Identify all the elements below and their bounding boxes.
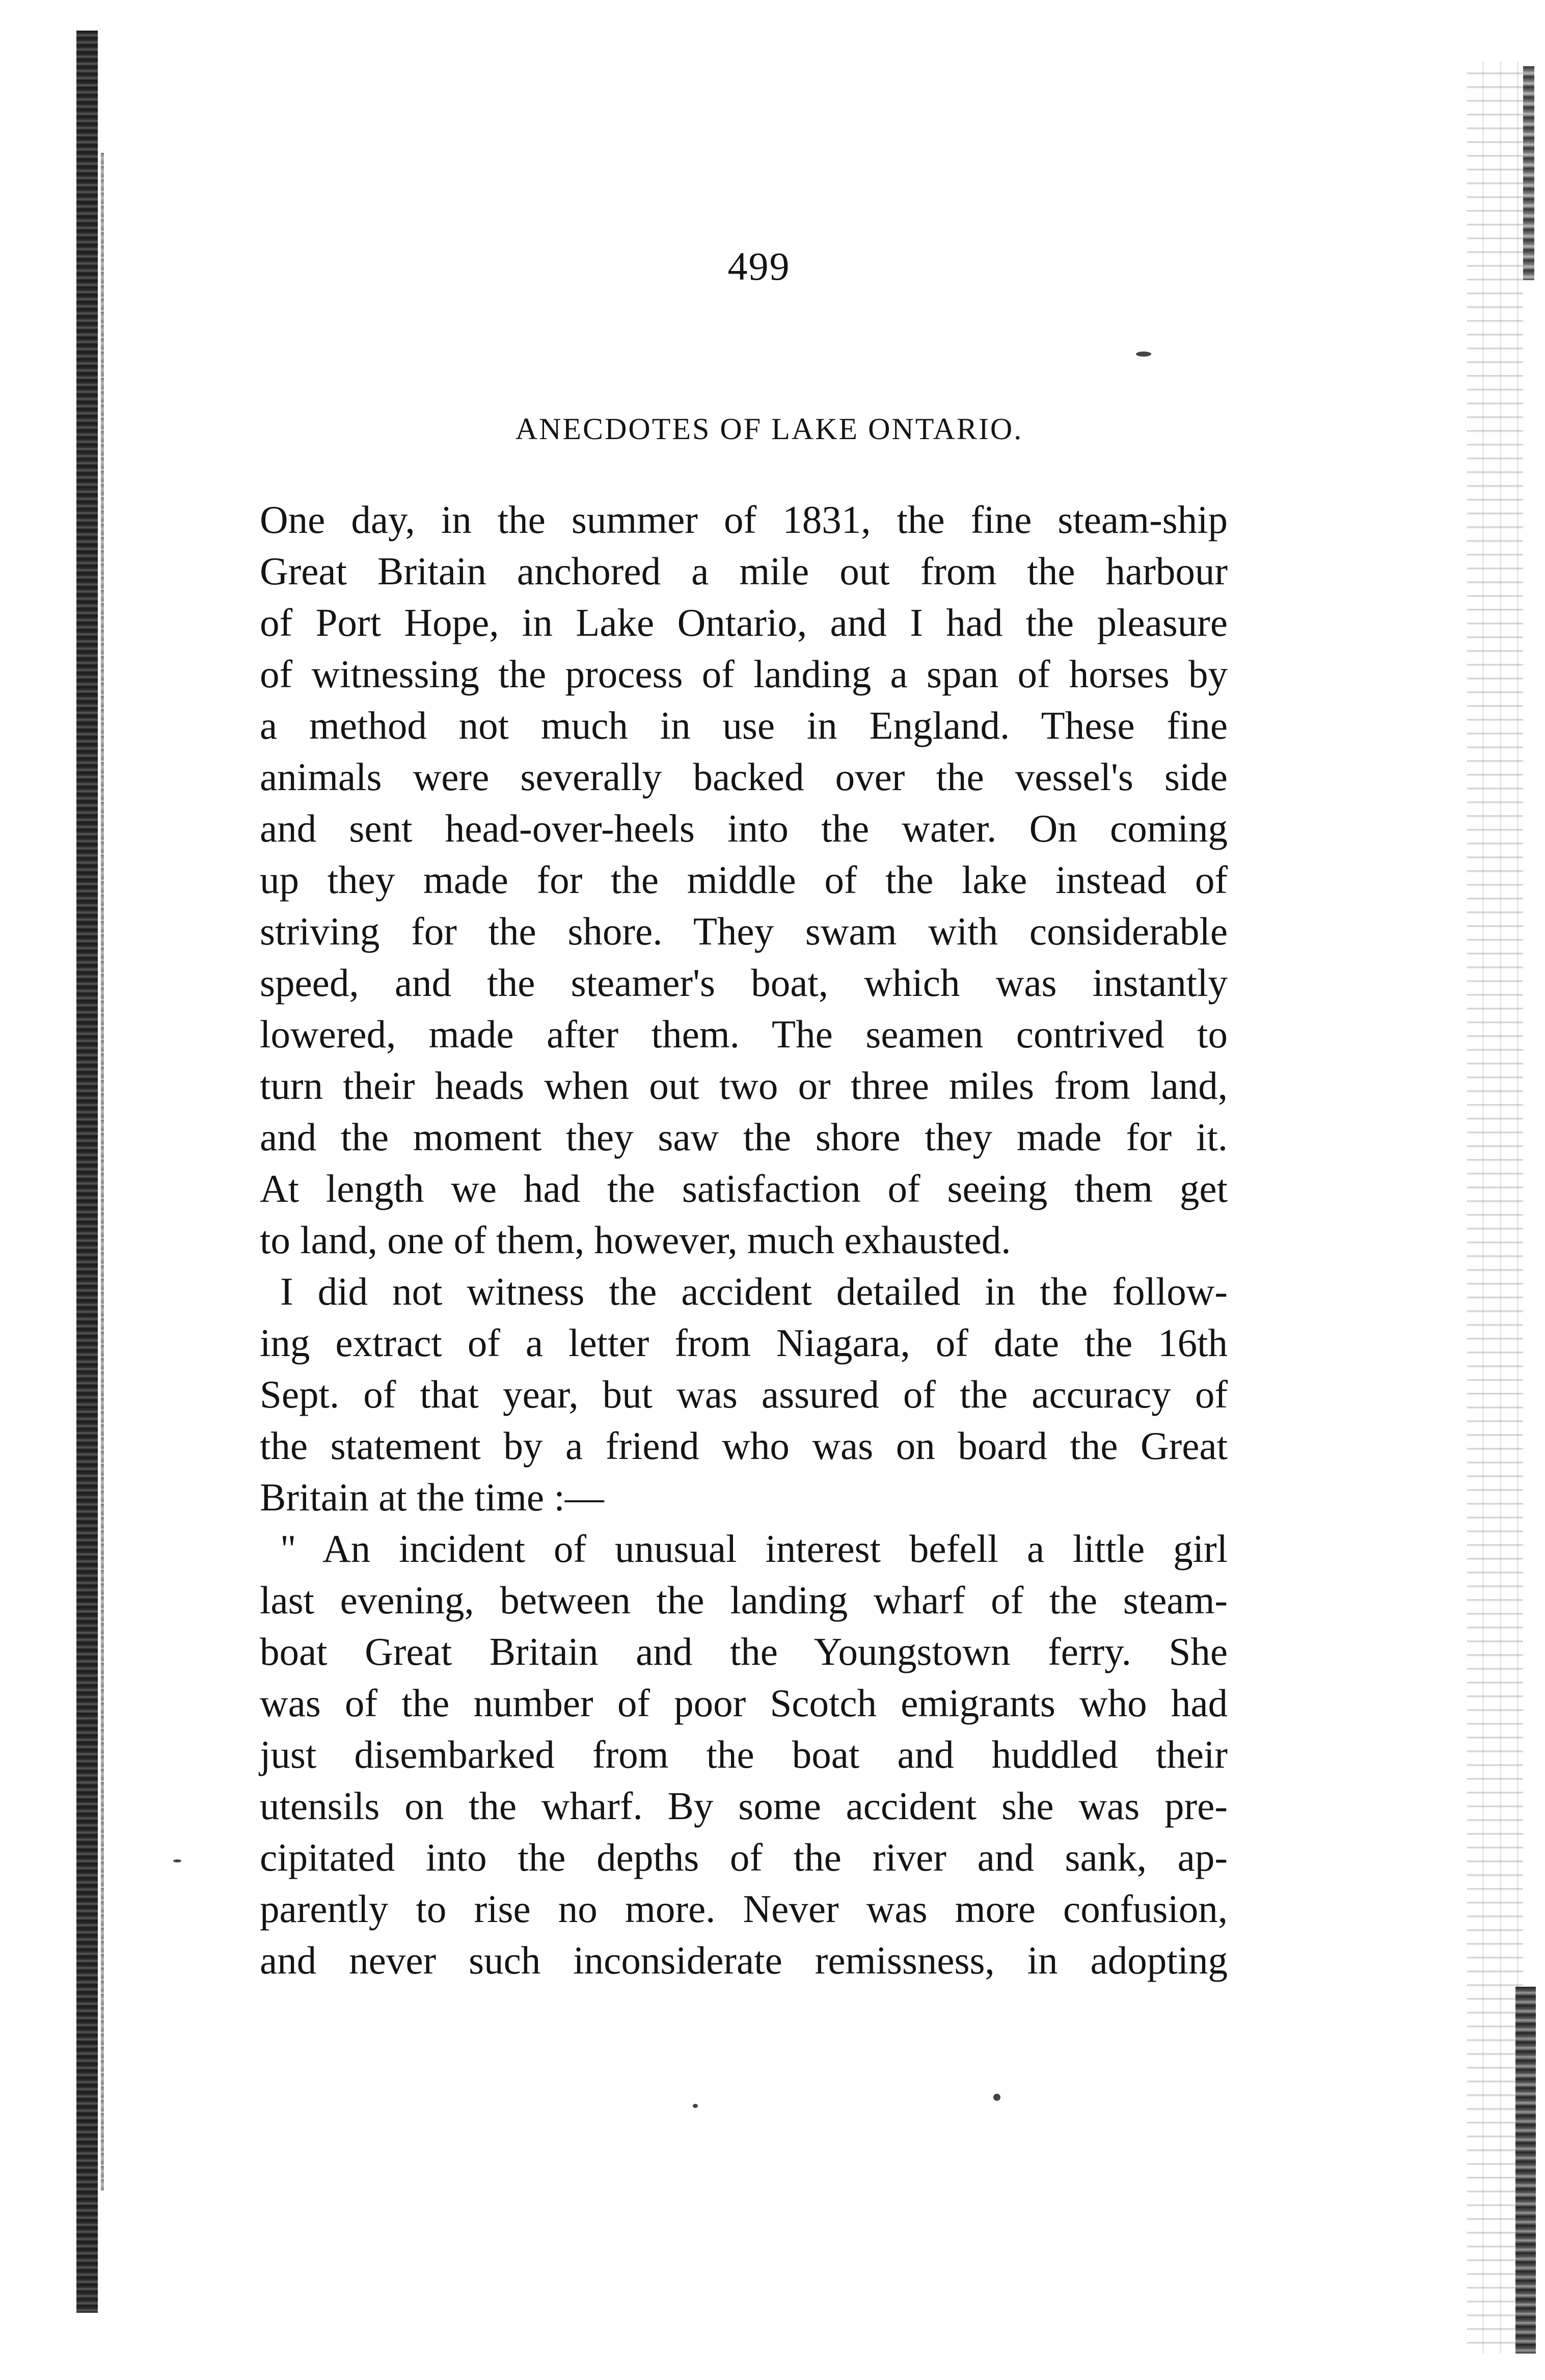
text-line: lowered, made after them. The seamen contrived to bbox=[260, 1012, 1228, 1056]
text-line: speed, and the steamer's boat, which was instantly bbox=[260, 961, 1228, 1005]
text-line: animals were severally backed over the vessel's side bbox=[260, 755, 1228, 799]
text-line: Great Britain anchored a mile out from the harbour bbox=[260, 549, 1228, 593]
binding-edge-left bbox=[76, 31, 98, 2313]
text-line: up they made for the middle of the lake instead of bbox=[260, 858, 1228, 902]
text-line: and sent head-over-heels into the water. On coming bbox=[260, 806, 1228, 850]
text-line: Britain at the time :— bbox=[260, 1475, 604, 1519]
scan-speck bbox=[1136, 351, 1151, 357]
scan-speck bbox=[993, 2094, 1000, 2101]
text-line: ing extract of a letter from Niagara, of date the 16th bbox=[260, 1321, 1228, 1365]
text-line: striving for the shore. They swam with considerable bbox=[260, 909, 1228, 953]
text-line: a method not much in use in England. These fine bbox=[260, 704, 1228, 747]
page-number: 499 bbox=[727, 244, 791, 288]
text-line: Sept. of that year, but was assured of the accuracy of bbox=[260, 1372, 1228, 1416]
text-line: " An incident of unusual interest befell a little girl bbox=[280, 1527, 1228, 1571]
text-line: of Port Hope, in Lake Ontario, and I had the pleasure bbox=[260, 601, 1228, 644]
facing-page-edge-bottom bbox=[1515, 1987, 1536, 2354]
body-text bbox=[260, 494, 1228, 1986]
text-line: was of the number of poor Scotch emigrants who had bbox=[260, 1681, 1228, 1725]
text-line: I did not witness the accident detailed in the follow- bbox=[280, 1269, 1228, 1313]
text-line: and the moment they saw the shore they made for it. bbox=[260, 1115, 1228, 1159]
facing-page-edge-top bbox=[1523, 66, 1534, 280]
text-line: last evening, between the landing wharf of the steam- bbox=[260, 1578, 1228, 1622]
text-line: the statement by a friend who was on board the Great bbox=[260, 1424, 1228, 1468]
text-line: boat Great Britain and the Youngstown ferry. She bbox=[260, 1630, 1228, 1673]
text-line: parently to rise no more. Never was more confusion, bbox=[260, 1887, 1228, 1931]
facing-page-edge bbox=[1467, 61, 1523, 2354]
text-line: to land, one of them, however, much exhausted. bbox=[260, 1218, 1011, 1262]
text-line: turn their heads when out two or three miles from land, bbox=[260, 1064, 1228, 1107]
binding-edge-left-inner bbox=[101, 153, 104, 2190]
text-line: cipitated into the depths of the river and sank, ap- bbox=[260, 1835, 1228, 1879]
text-line: One day, in the summer of 1831, the fine steam-ship bbox=[260, 498, 1228, 542]
page-title: ANECDOTES OF LAKE ONTARIO. bbox=[515, 412, 1023, 446]
scan-speck bbox=[173, 1859, 181, 1862]
text-line: just disembarked from the boat and huddled their bbox=[260, 1733, 1228, 1776]
text-line: utensils on the wharf. By some accident she was pre- bbox=[260, 1784, 1228, 1828]
text-line: At length we had the satisfaction of seeing them get bbox=[260, 1167, 1228, 1210]
text-line: of witnessing the process of landing a span of horses by bbox=[260, 652, 1228, 696]
text-line: and never such inconsiderate remissness, in adopting bbox=[260, 1938, 1228, 1982]
scan-speck bbox=[693, 2104, 698, 2108]
